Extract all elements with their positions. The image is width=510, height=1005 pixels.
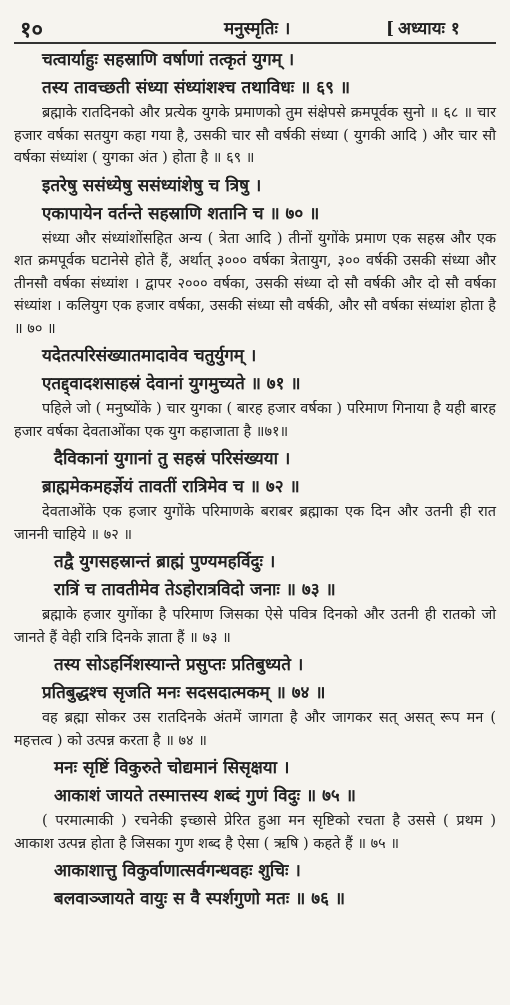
verse-line: दैविकानां युगानां तु सहस्रं परिसंख्यया । — [54, 449, 291, 469]
hindi-translation: वह ब्रह्मा सोकर उस रातदिनके अंतमें जागता है और जागकर सत् असत् रूप मन ( महत्तत्व ) को उत्पन्न करता है ॥ ७४ ॥ — [14, 710, 496, 749]
chapter-label: [ अध्यायः १ — [386, 16, 460, 39]
hindi-translation: देवताओंके एक हजार युगोंके परिमाणके बराबर ब्रह्माका एक दिन और उतनी ही रात जाननी चाहिये ॥ ७२ ॥ — [14, 504, 496, 543]
verse-line: एतद्द्वादशसाहस्रं देवानां युगमुच्यते ॥ ७१ ॥ — [42, 374, 301, 394]
sanskrit-verse — [14, 342, 496, 398]
sanskrit-verse — [14, 754, 496, 810]
verse-line: ब्राह्ममेकमहर्ज्ञेयं तावतीं रात्रिमेव च ॥ ७२ ॥ — [42, 477, 300, 497]
page-header — [14, 8, 496, 44]
verse-line: बलवाञ्जायते वायुः स वै स्पर्शगुणो मतः ॥ ७६ ॥ — [54, 889, 346, 909]
sanskrit-verse — [14, 445, 496, 501]
hindi-translation: संध्या और संध्यांशोंसहित अन्य ( त्रेता आदि ) तीनों युगोंके प्रमाण एक सहस्र और एक शत क्रमपूर्वक घटानेसे होते हैं, अर्थात् ३००० वर्षका त्रेतायुग, ३०० वर्षकी उसकी संध्या और तीनसौ वर्षका संध्यांश । द्वापर २००० वर्षका, उसकी संध्या दो सौ वर्षकी और दो सौ वर्षका संध्यांश । कलियुग एक हजार वर्षका, उसकी संध्या सौ वर्षकी, और सौ वर्षका संध्यांश होता है ॥ ७० ॥ — [14, 230, 496, 337]
hindi-translation: ब्रह्माके रातदिनको और प्रत्येक युगके प्रमाणको तुम संक्षेपसे क्रमपूर्वक सुनो ॥ ६८ ॥ चार हजार वर्षका सतयुग कहा गया है, उसकी चार सौ वर्षकी संध्या ( युगकी आदि ) और चार सौ वर्षका संध्यांश ( युगका अंत ) होता है ॥ ६९ ॥ — [14, 105, 496, 166]
page-number: १० — [20, 17, 43, 43]
verse-line: आकाशात्तु विकुर्वाणात्सर्वगन्धवहः शुचिः । — [54, 861, 301, 881]
verse-line: एकापायेन वर्तन्ते सहस्राणि शतानि च ॥ ७० ॥ — [42, 203, 320, 224]
verse-line: इतरेषु ससंध्येषु ससंध्यांशेषु च त्रिषु । — [42, 175, 262, 196]
running-title: मनुस्मृतिः । — [224, 19, 291, 39]
verse-line: तद्वै युगसहस्रान्तं ब्राह्मं पुण्यमहर्विदुः । — [54, 552, 276, 572]
hindi-translation: पहिले जो ( मनुष्योंके ) चार युगका ( बारह हजार वर्षका ) परिमाण गिनाया है यही बारह हजार वर्षका देवताओंका एक युग कहाजाता है ॥७१॥ — [14, 401, 496, 440]
verse-line: प्रतिबुद्धश्च सृजति मनः सदसदात्मकम् ॥ ७४ ॥ — [42, 683, 326, 703]
sanskrit-verse — [14, 172, 496, 228]
hindi-translation: ब्रह्माके हजार युगोंका है परिमाण जिसका ऐसे पवित्र दिनको और उतनी ही रातको जो जानते हैं वेही रात्रि दिनके ज्ञाता हैं ॥ ७३ ॥ — [14, 607, 496, 646]
verse-line: तस्य सोऽहर्निशस्यान्ते प्रसुप्तः प्रतिबुध्यते । — [54, 655, 304, 675]
sanskrit-verse — [14, 651, 496, 707]
sanskrit-verse — [14, 548, 496, 604]
hindi-translation: ( परमात्माकी ) रचनेकी इच्छासे प्रेरित हुआ मन सृष्टिको रचता है उससे ( प्रथम ) आकाश उत्पन्न होता है जिसका गुण शब्द है ऐसा ( ऋषि ) कहते हैं ॥ ७५ ॥ — [14, 813, 496, 852]
verse-line: रात्रिं च तावतीमेव तेऽहोरात्रविदो जनाः ॥ ७३ ॥ — [54, 580, 336, 600]
verse-line: मनः सृष्टिं विकुरुते चोद्यमानं सिसृक्षया । — [54, 758, 290, 778]
sanskrit-verse — [14, 46, 496, 102]
verse-line: यदेतत्परिसंख्यातमादावेव चतुर्युगम् । — [42, 346, 257, 366]
verse-line: आकाशं जायते तस्मात्तस्य शब्दं गुणं विदुः ॥ ७५ ॥ — [54, 786, 356, 806]
verse-line: तस्य तावच्छती संध्या संध्यांशश्च तथाविधः ॥ ६९ ॥ — [42, 78, 351, 98]
header-divider — [14, 42, 496, 44]
verse-line: चत्वार्याहुः सहस्राणि वर्षाणां तत्कृतं युगम् । — [42, 50, 295, 70]
sanskrit-verse — [14, 857, 496, 913]
